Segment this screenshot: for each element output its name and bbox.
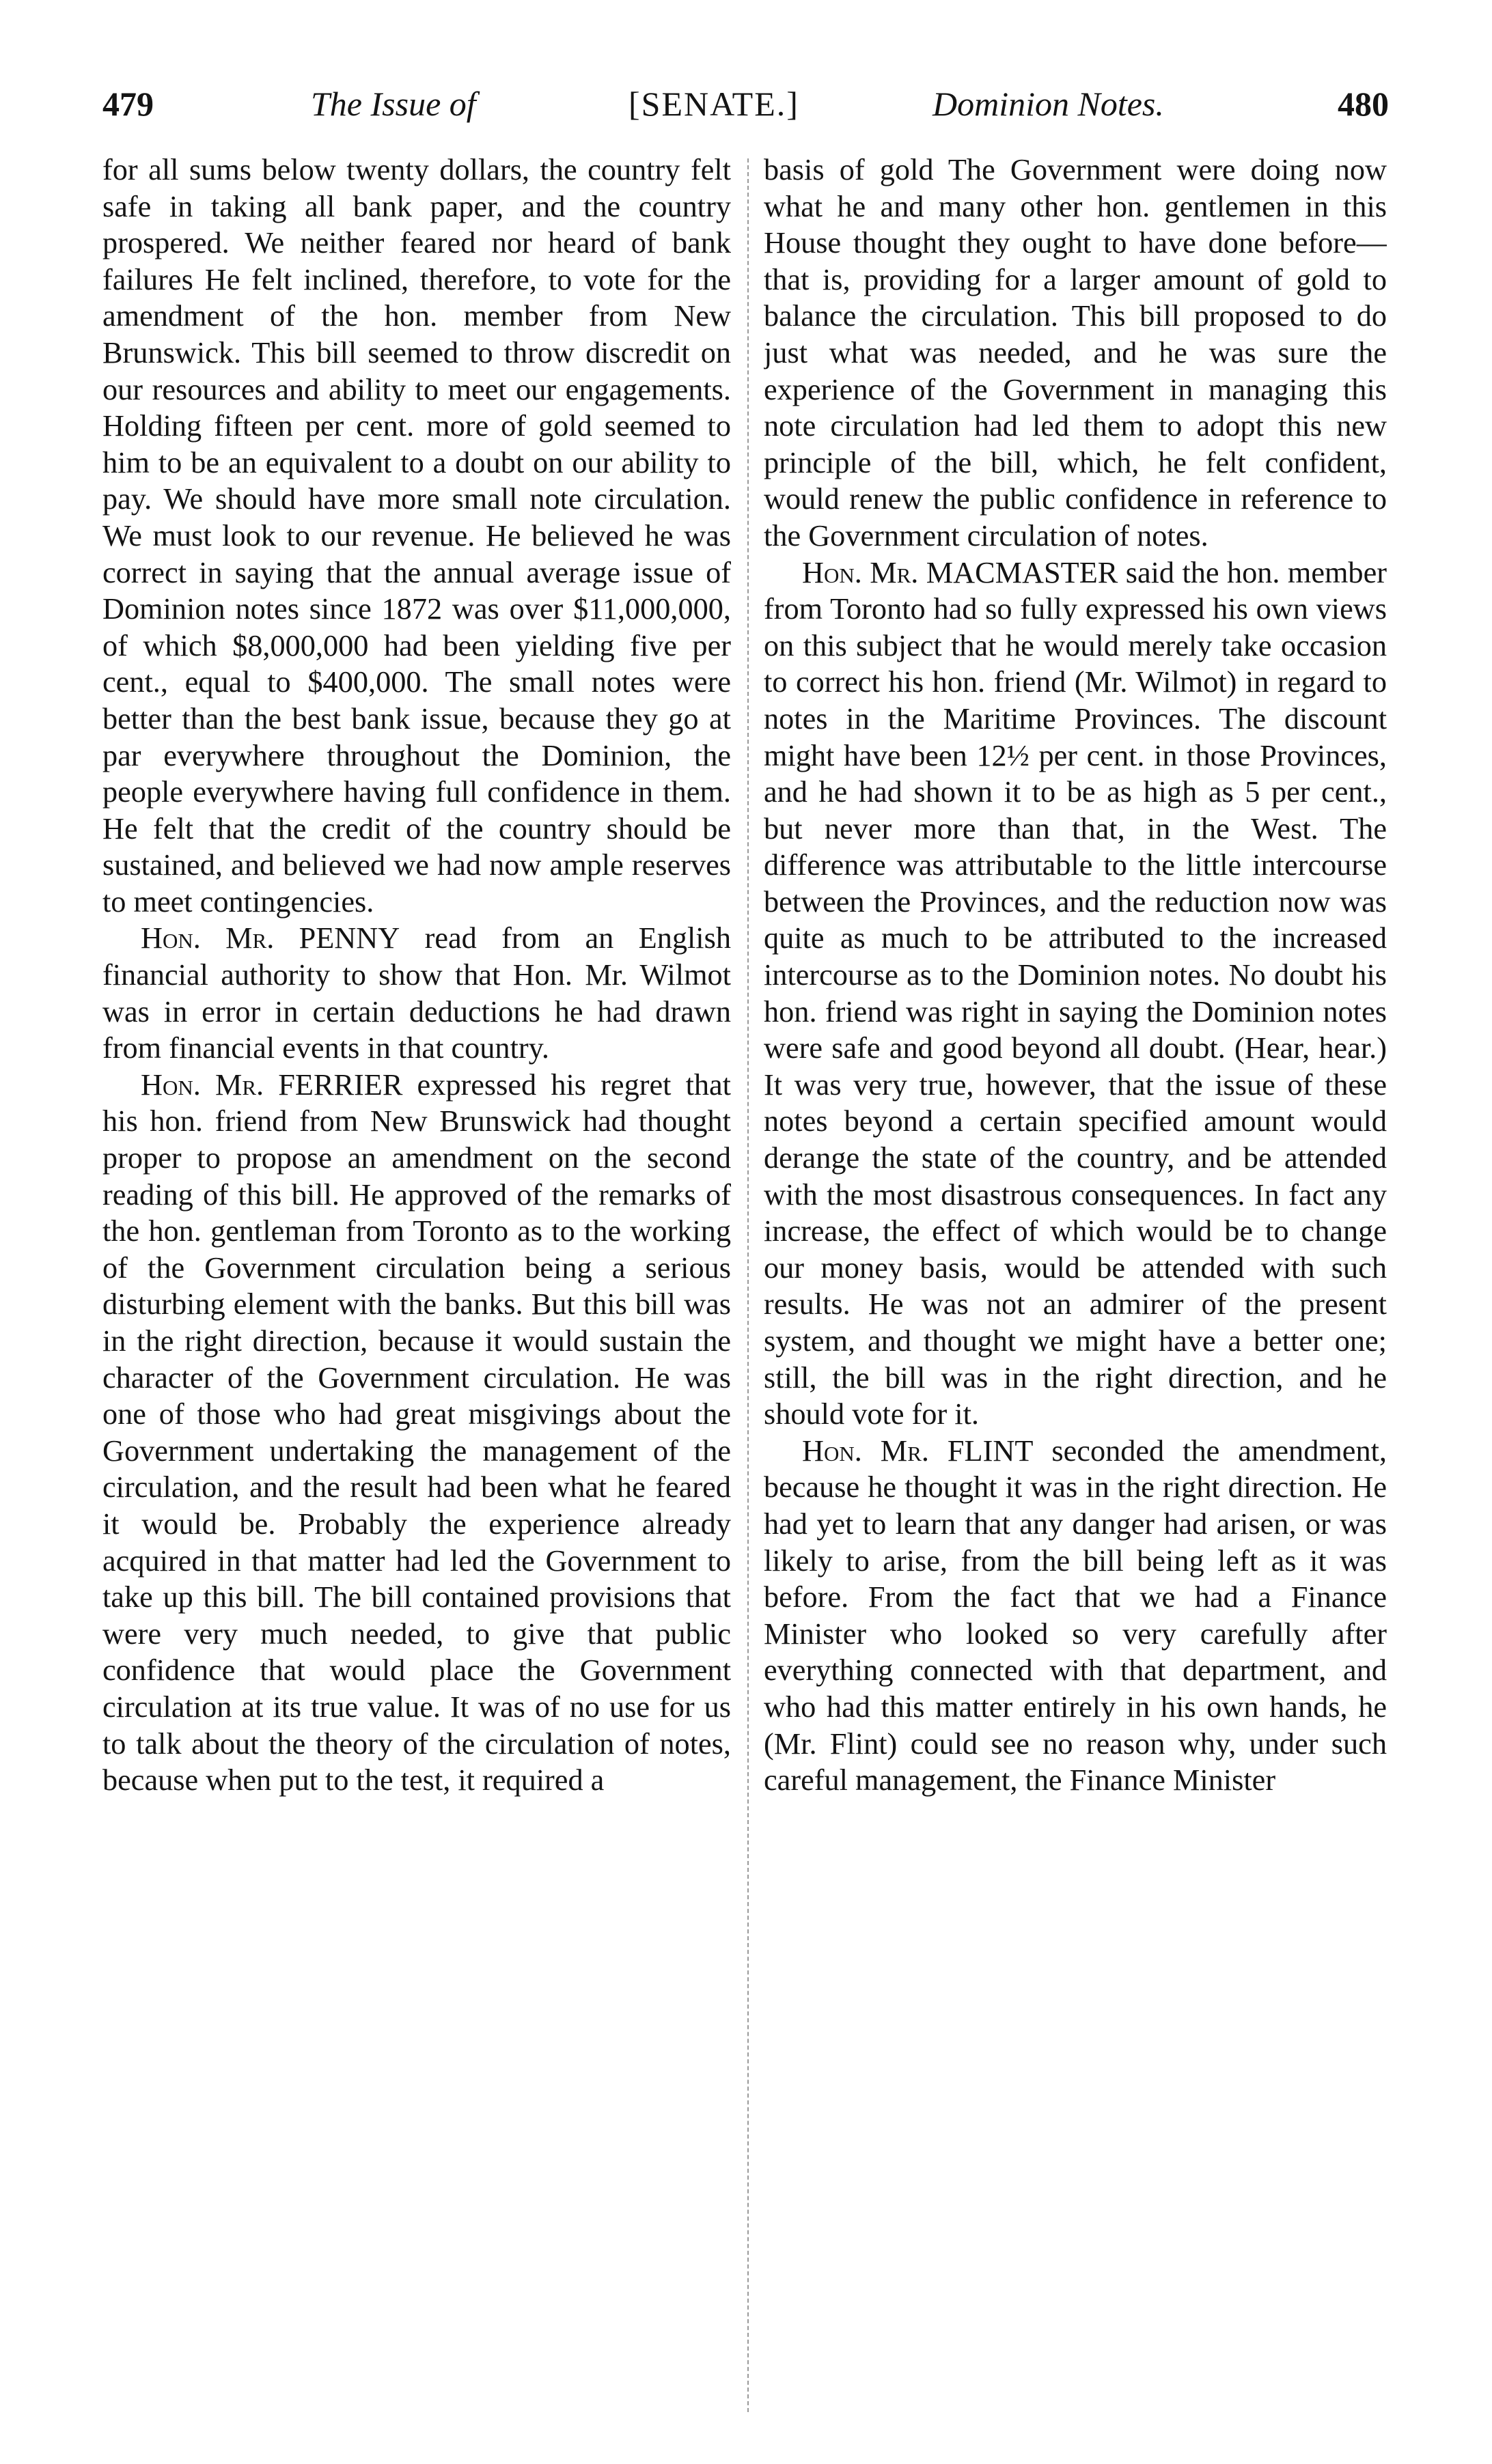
speaker-name: Hon. Mr. FLINT <box>802 1433 1034 1468</box>
section-label: [SENATE.] <box>628 85 799 123</box>
paragraph: for all sums below twenty dollars, the country felt safe in taking all bank paper, and the country prospered. We neither feared nor heard of bank failures He felt inclined, therefore, to vote for the amendment of the hon. member from New Brunswick. This bill seemed to throw discredit on our resources and ability to meet our engagements. Holding fifteen per cent. more of gold seemed to him to be an equivalent to a doubt on our ability to pay. We should have more small note circulation. We must look to our revenue. He believed he was correct in saying that the annual average issue of Dominion notes since 1872 was over $11,000,000, of which $8,000,000 had been yielding five per cent., equal to $400,000. The small notes were better than the best bank issue, because they go at par everywhere throughout the Dominion, the people everywhere having full confidence in them. He felt that the credit of the country should be sustained, and believed we had now ample reserves to meet contingencies. <box>102 153 731 919</box>
speech-text: said the hon. member from Toronto had so fully expressed his own views on this subject that he would merely take occasion to correct his hon. friend (Mr. Wilmot) in regard to notes in the Maritime Provinces. The discount might have been 12½ per cent. in those Provinces, and he had shown it to be as high as 5 per cent., but never more than that, in the West. The difference was attributable to the little intercourse between the Provinces, and the reduction now was quite as much to be attributed to the increased intercourse as to the Dominion notes. No doubt his hon. friend was right in saying the Dominion notes were safe and good beyond all doubt. (Hear, hear.) It was very true, however, that the issue of these notes beyond a certain specified amount would derange the state of the country, and be attended with the most disastrous consequences. In fact any increase, the effect of which would be to change our money basis, would be attended with such results. He was not an admirer of the present system, and thought we might have a better one; still, the bill was in the right direction, and he should vote for it. <box>764 555 1387 1431</box>
speaker-name: Hon. Mr. MACMASTER <box>802 555 1118 589</box>
paragraph <box>764 1433 1387 1799</box>
speaker-name: Hon. Mr. PENNY <box>141 921 400 955</box>
right-column <box>764 152 1387 2439</box>
paragraph <box>764 555 1387 1433</box>
speech-text: expressed his regret that his hon. friend from New Brunswick had thought proper to propose an amendment on the second reading of this bill. He approved of the remarks of the hon. gentleman from Toronto as to the working of the Government circulation being a serious disturbing element with the banks. But this bill was in the right direction, because it would sustain the character of the Government circulation. He was one of those who had great misgivings about the Government undertaking the management of the circulation, and the result had been what he feared it would be. Probably the experience already acquired in that matter had led the Government to take up this bill. The bill contained provisions that were very much needed, to give that public confidence that would place the Government circulation at its true value. It was of no use for us to talk about the theory of the circulation of notes, because when put to the test, it required a <box>102 1067 731 1797</box>
paragraph <box>102 920 731 1066</box>
left-column <box>102 152 731 2439</box>
speaker-name: Hon. Mr. FERRIER <box>141 1067 403 1102</box>
running-title-right: Dominion Notes. <box>932 85 1164 123</box>
speech-text: seconded the amendment, because he thought it was in the right direction. He had yet to learn that any danger had arisen, or was likely to arise, from the bill being left as it was before. From the fact that we had a Finance Minister who looked so very carefully after everything connected with that department, and who had this matter entirely in his own hands, he (Mr. Flint) could see no reason why, under such careful management, the Finance Minister <box>764 1433 1387 1797</box>
page-number-right: 480 <box>1338 85 1389 123</box>
speech-text: read from an English financial authority to show that Hon. Mr. Wilmot was in error in certain deductions he had drawn from financial events in that country. <box>102 921 731 1065</box>
running-title-left: The Issue of <box>311 85 476 123</box>
page-number-left: 479 <box>102 85 154 123</box>
paragraph: basis of gold The Government were doing now what he and many other hon. gentlemen in this House thought they ought to have done before—that is, providing for a larger amount of gold to balance the circulation. This bill proposed to do just what was needed, and he was sure the experience of the Government in managing this note circulation had led them to adopt this new principle of the bill, which, he felt confident, would renew the public confidence in reference to the Government circulation of notes. <box>764 153 1387 552</box>
paragraph <box>102 1067 731 1799</box>
page-header <box>102 76 1387 131</box>
column-divider <box>747 158 749 2412</box>
